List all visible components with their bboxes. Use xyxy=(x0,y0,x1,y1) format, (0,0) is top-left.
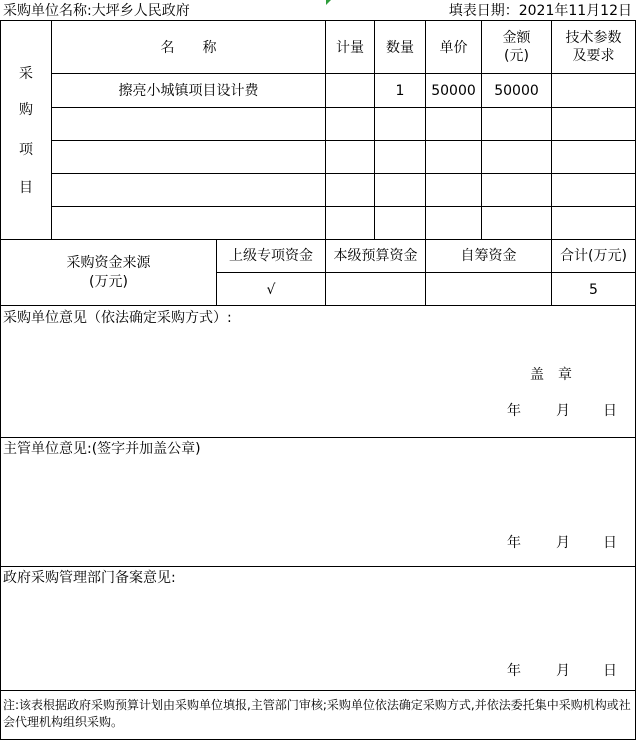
purchasing-unit-opinion-label: 采购单位意见（依法确定采购方式）: xyxy=(3,310,232,326)
date-day: 日 xyxy=(603,663,617,679)
date-year: 年 xyxy=(507,663,521,679)
date-month: 月 xyxy=(556,663,570,679)
date-year: 年 xyxy=(507,403,521,419)
row-quantity: 1 xyxy=(395,83,405,99)
header-amount: 金额 xyxy=(502,30,531,46)
funding-value-total: 5 xyxy=(589,282,598,298)
side-label-char: 目 xyxy=(19,180,33,196)
side-label-char: 项 xyxy=(19,142,33,158)
header-spec: 技术参数 xyxy=(565,30,622,46)
header-name: 名 称 xyxy=(160,40,217,56)
header-amount-unit: (元) xyxy=(504,48,529,64)
side-label-char: 采 xyxy=(19,66,33,82)
funding-header-self: 自筹资金 xyxy=(460,248,517,264)
cell-comment-marker xyxy=(326,0,331,5)
date-day: 日 xyxy=(603,535,617,551)
row-name: 擦亮小城镇项目设计费 xyxy=(118,83,259,99)
side-label-char: 购 xyxy=(19,102,33,118)
purchasing-unit-label: 采购单位名称:大坪乡人民政府 xyxy=(3,3,190,19)
header-unit-price: 单价 xyxy=(439,40,468,56)
funding-source-unit: (万元) xyxy=(89,274,128,290)
funding-source-label: 采购资金来源 xyxy=(66,255,151,271)
row-amount: 50000 xyxy=(494,83,539,99)
date-day: 日 xyxy=(603,403,617,419)
funding-header-local: 本级预算资金 xyxy=(333,248,418,264)
procurement-dept-opinion-label: 政府采购管理部门备案意见: xyxy=(3,570,176,586)
fill-date-label: 填表日期：2021年11月12日 xyxy=(448,3,632,19)
header-quantity: 数量 xyxy=(386,40,414,56)
footnote: 注:该表根据政府采购预算计划由采购单位填报,主管部门审核;采购单位依法确定采购方式,并依法委托集中采购机构或社会代理机构组织采购。 xyxy=(3,698,631,729)
row-unit-price: 50000 xyxy=(431,83,476,99)
funding-value-superior: √ xyxy=(266,282,276,298)
header-spec-2: 及要求 xyxy=(572,48,615,64)
supervising-unit-opinion-label: 主管单位意见:(签字并加盖公章) xyxy=(3,441,201,457)
date-month: 月 xyxy=(556,535,570,551)
funding-header-total: 合计(万元) xyxy=(560,248,627,264)
funding-header-superior: 上级专项资金 xyxy=(229,248,313,264)
date-month: 月 xyxy=(556,403,570,419)
date-year: 年 xyxy=(507,535,521,551)
header-unit: 计量 xyxy=(336,40,364,56)
seal-label: 盖 章 xyxy=(530,367,572,383)
